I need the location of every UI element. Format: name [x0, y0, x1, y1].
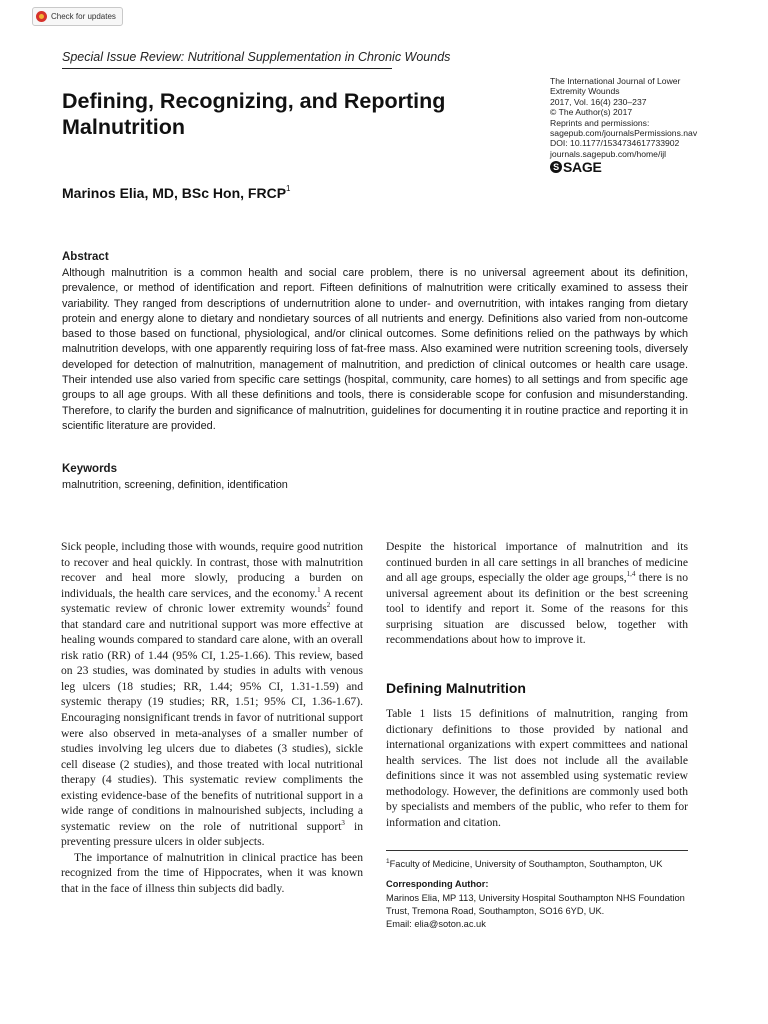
corresponding-author-line: Trust, Tremona Road, Southampton, SO16 6YD, UK.: [386, 906, 605, 916]
publisher-logo: [550, 159, 750, 176]
body-paragraph: Sick people, including those with wounds, require good nutrition to recover and heal quickly. In contrast, those with malnutrition recover and heal more slowly, producing a burden on individuals, the health care services, and the economy.$^1$ A recent systematic review of chronic lower extremity wounds$^2$ found that standard care and nutritional support was more effective at healing wounds compared to standard care alone, with an overall risk ratio (RR) of 1.44 (95% CI, 1.25-1.66). This review, based on 23 studies, was dominated by studies in adults with venous leg ulcers (18 studies; RR, 1.44; 95% CI, 1.31-1.59) and systemic therapy (19 studies; RR, 1.51; 95% CI, 1.36-1.67). Encouraging nonsignificant trends in favor of nutritional support were also observed in meta-analyses of a smaller number of studies involving leg ulcers due to diabetes (3 studies), sickle cell disease (2 studies), and those treated with local nutritional therapy (4 studies). This systematic review compliments the existing evidence-base of the benefits of nutritional support in a wide range of conditions in malnourished subjects, including a systematic review on the role of nutritional support$^3$ in preventing pressure ulcers in older subjects.: [61, 540, 363, 849]
author-name: Marinos Elia, MD, BSc Hon, FRCP: [62, 185, 287, 201]
body-paragraph: The importance of malnutrition in clinical practice has been recognized from the time of Hippocrates, when it was known that in the face of illness thin subjects did badly.: [61, 850, 363, 896]
body-paragraph: Table 1 lists 15 definitions of malnutrition, ranging from dictionary definitions to those provided by national and international organizations with expert committees and national health services. The list does not include all the available definitions since it was not assembled using systematic review methodology. However, the definitions are commonly used both by specialists and members of the public, who refer to them for information and citation.: [386, 707, 688, 829]
journal-home-link[interactable]: journals.sagepub.com/home/ijl: [550, 148, 667, 159]
abstract-text: Although malnutrition is a common health and social care problem, there is no universal agreement about its definition, prevalence, or method of identification and report. Fifteen definitions of malnutrition were critically examined to assess their variability. They ranged from descriptions of undernutrition alone to under- and overnutrition, with intakes ranging from dietary protein and energy alone to dietary and nondietary sources of all nutrients and energy. Definitions also varied from non-outcome based to those based on functional, physiological, and/or clinical outcomes. Some definitions relied on the pathways by which malnutrition develops, with one apparently requiring loss of fat-free mass. Also examined were nutrition screening tools, diversely developed for detection of malnutrition, management of malnutrition, and prediction of clinical outcomes or health care usage. Their intended use also varied from specific care settings (hospital, community, care homes) to all settings and from specific age groups to all age groups. With all these definitions and tools, there is considerable scope for confusion and misunderstanding. Therefore, to clarify the burden and significance of malnutrition, guidelines for documenting it in routine practice and reporting it in scientific literature are provided.: [62, 267, 688, 432]
corresponding-author-line: Marinos Elia, MP 113, University Hospital Southampton NHS Foundation: [386, 893, 685, 903]
section-heading: Defining Malnutrition: [386, 680, 526, 696]
journal-meta-line: Reprints and permissions:: [550, 117, 650, 128]
corresponding-author-heading: Corresponding Author:: [386, 879, 489, 889]
check-for-updates-badge[interactable]: [32, 7, 123, 26]
journal-meta-line: 2017, Vol. 16(4) 230–237: [550, 96, 647, 107]
journal-meta-line: © The Author(s) 2017: [550, 107, 633, 118]
check-for-updates-label: Check for updates: [51, 12, 116, 21]
publisher-name: SAGE: [563, 159, 602, 176]
permissions-link[interactable]: sagepub.com/journalsPermissions.nav: [550, 128, 698, 139]
body-paragraph: Despite the historical importance of malnutrition and its continued burden in all care settings in all branches of medicine and all age groups, especially the older age groups,$^{1,4}$ there is no universal agreement about its definition or the best screening tool to identify and report it. Some of the reasons for this surprising situation are discussed below, together with recommendations about how to improve it.: [386, 540, 688, 647]
keywords-heading: Keywords: [62, 463, 117, 475]
body-column-left: [61, 539, 363, 897]
affiliation-footnote: $^1$Faculty of Medicine, University of Southampton, Southampton, UK: [386, 858, 663, 870]
author-affiliation-mark: 1: [286, 184, 291, 193]
doi-link[interactable]: DOI: 10.1177/1534734617733902: [550, 138, 680, 149]
crossmark-icon: [36, 11, 47, 22]
sage-logo-icon: S: [550, 161, 562, 173]
author-line: [62, 185, 290, 201]
corresponding-author-details: [386, 892, 696, 931]
journal-meta-line: Extremity Wounds: [550, 86, 620, 97]
body-column-right: [386, 706, 688, 830]
body-column-right-intro: [386, 539, 688, 648]
footnote-divider: [386, 850, 688, 851]
corresponding-author-email[interactable]: Email: elia@soton.ac.uk: [386, 919, 486, 929]
abstract-heading: Abstract: [62, 251, 109, 263]
article-title: Defining, Recognizing, and Reporting Malnutrition: [62, 89, 446, 139]
header-divider: [62, 68, 392, 69]
journal-meta: [550, 76, 750, 176]
journal-meta-line: The International Journal of Lower: [550, 76, 681, 86]
issue-line: Special Issue Review: Nutritional Supplementation in Chronic Wounds: [62, 50, 451, 64]
keywords-text: malnutrition, screening, definition, identification: [62, 479, 288, 491]
